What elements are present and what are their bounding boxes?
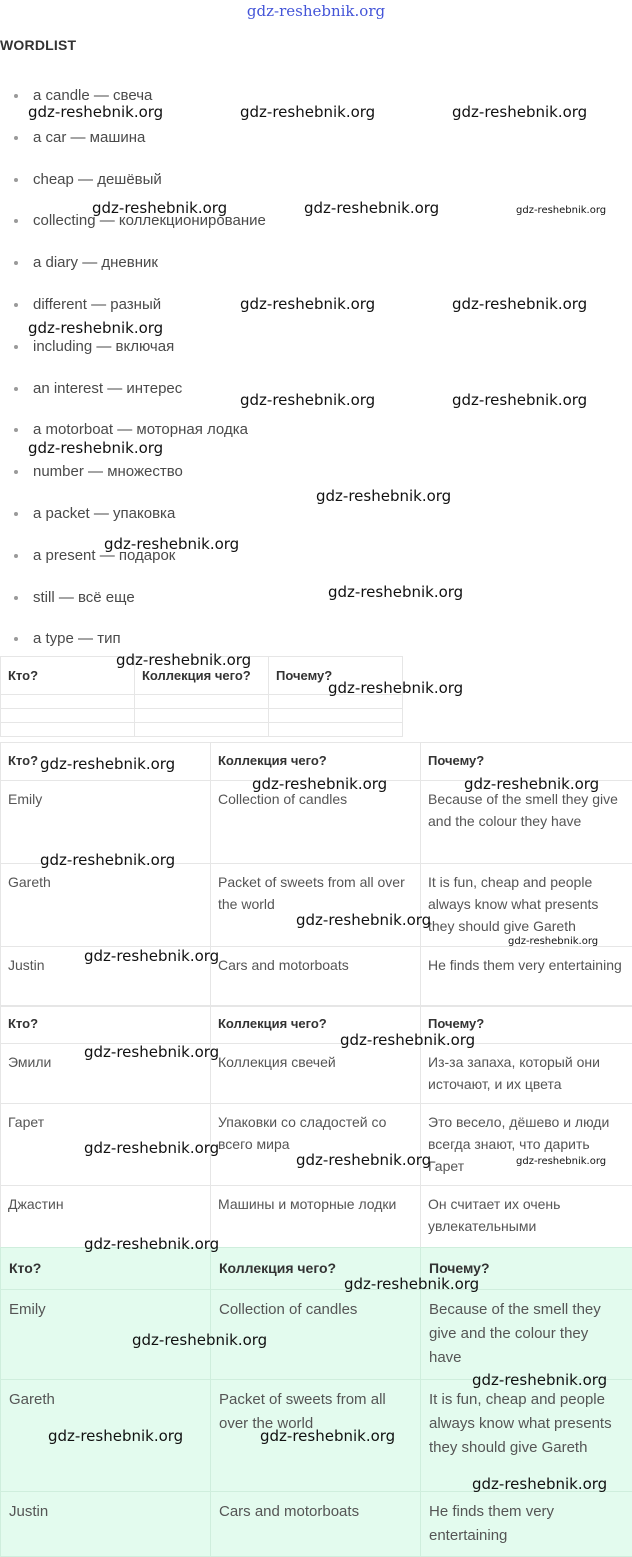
header-what: Коллекция чего? bbox=[211, 1006, 421, 1044]
watermark: gdz-reshebnik.org bbox=[104, 535, 240, 553]
list-item: a candle — свеча bbox=[0, 85, 266, 127]
header-why: Почему? bbox=[421, 743, 632, 781]
cell-why: It is fun, cheap and people always know what presents they should give Gareth bbox=[421, 864, 632, 947]
site-watermark-top: gdz-reshebnik.org bbox=[246, 2, 386, 20]
watermark: gdz-reshebnik.org bbox=[132, 1331, 268, 1349]
cell-who: Emily bbox=[1, 1290, 211, 1380]
watermark: gdz-reshebnik.org bbox=[84, 1235, 220, 1253]
cell-what: Cars and motorboats bbox=[211, 947, 421, 1007]
watermark: gdz-reshebnik.org bbox=[296, 1151, 432, 1169]
cell-what: Collection of candles bbox=[211, 1290, 421, 1380]
watermark: gdz-reshebnik.org bbox=[296, 911, 432, 929]
empty-cell bbox=[135, 695, 269, 709]
cell-who: Justin bbox=[1, 947, 211, 1007]
bullet-icon bbox=[14, 219, 18, 223]
cell-why: Because of the smell they give and the colour they have bbox=[421, 1290, 632, 1380]
watermark: gdz-reshebnik.org bbox=[84, 1043, 220, 1061]
watermark: gdz-reshebnik.org bbox=[28, 319, 164, 337]
list-item: a present — подарок bbox=[0, 545, 266, 587]
empty-cell bbox=[135, 723, 269, 737]
watermark: gdz-reshebnik.org bbox=[516, 1156, 607, 1167]
watermark: gdz-reshebnik.org bbox=[240, 295, 376, 313]
list-item: still — всё еще bbox=[0, 587, 266, 629]
header-who: Кто? bbox=[1, 657, 135, 695]
bullet-icon bbox=[14, 136, 18, 140]
watermark: gdz-reshebnik.org bbox=[464, 775, 600, 793]
answer-table-russian bbox=[0, 1005, 632, 1248]
bullet-icon bbox=[14, 387, 18, 391]
table-row bbox=[1, 709, 403, 723]
cell-who: Gareth bbox=[1, 864, 211, 947]
watermark: gdz-reshebnik.org bbox=[344, 1275, 480, 1293]
bullet-icon bbox=[14, 178, 18, 182]
watermark: gdz-reshebnik.org bbox=[452, 295, 588, 313]
watermark: gdz-reshebnik.org bbox=[328, 583, 464, 601]
cell-why: It is fun, cheap and people always know what presents they should give Gareth bbox=[421, 1380, 632, 1492]
header-what: Коллекция чего? bbox=[211, 1248, 421, 1290]
watermark: gdz-reshebnik.org bbox=[84, 1139, 220, 1157]
answer-table-highlighted bbox=[0, 1247, 632, 1557]
list-item: different — разный bbox=[0, 294, 266, 336]
cell-who: Justin bbox=[1, 1492, 211, 1557]
list-item: collecting — коллекционирование bbox=[0, 210, 266, 252]
watermark: gdz-reshebnik.org bbox=[516, 205, 607, 216]
cell-why: Это весело, дёшево и люди всегда знают, что дарить Гарет bbox=[421, 1104, 632, 1186]
empty-cell bbox=[135, 709, 269, 723]
empty-cell bbox=[1, 709, 135, 723]
list-item: a diary — дневник bbox=[0, 252, 266, 294]
watermark: gdz-reshebnik.org bbox=[340, 1031, 476, 1049]
cell-who: Эмили bbox=[1, 1044, 211, 1104]
watermark: gdz-reshebnik.org bbox=[252, 775, 388, 793]
cell-who: Гарет bbox=[1, 1104, 211, 1186]
watermark: gdz-reshebnik.org bbox=[328, 679, 464, 697]
cell-who: Gareth bbox=[1, 1380, 211, 1492]
cell-what: Collection of candles bbox=[211, 781, 421, 864]
table-row bbox=[1, 1492, 632, 1557]
bullet-icon bbox=[14, 637, 18, 641]
bullet-icon bbox=[14, 261, 18, 265]
table-row bbox=[1, 1290, 632, 1380]
watermark: gdz-reshebnik.org bbox=[240, 391, 376, 409]
header-who: Кто? bbox=[1, 743, 211, 781]
cell-why: Because of the smell they give and the colour they have bbox=[421, 781, 632, 864]
bullet-icon bbox=[14, 428, 18, 432]
cell-who: Джастин bbox=[1, 1186, 211, 1248]
table-row bbox=[1, 864, 632, 947]
header-what: Коллекция чего? bbox=[211, 743, 421, 781]
bullet-icon bbox=[14, 554, 18, 558]
watermark: gdz-reshebnik.org bbox=[316, 487, 452, 505]
bullet-icon bbox=[14, 94, 18, 98]
watermark: gdz-reshebnik.org bbox=[40, 851, 176, 869]
watermark: gdz-reshebnik.org bbox=[240, 103, 376, 121]
cell-what: Packet of sweets from all over the world bbox=[211, 864, 421, 947]
bullet-icon bbox=[14, 512, 18, 516]
cell-why: He finds them very entertaining bbox=[421, 1492, 632, 1557]
list-item: cheap — дешёвый bbox=[0, 169, 266, 211]
list-item: a packet — упаковка bbox=[0, 503, 266, 545]
watermark: gdz-reshebnik.org bbox=[84, 947, 220, 965]
table-header-row bbox=[1, 1248, 632, 1290]
bullet-icon bbox=[14, 345, 18, 349]
list-item: a motorboat — моторная лодка bbox=[0, 419, 266, 461]
header-why: Почему? bbox=[421, 1006, 632, 1044]
watermark: gdz-reshebnik.org bbox=[48, 1427, 184, 1445]
empty-cell bbox=[1, 723, 135, 737]
cell-what: Упаковки со сладостей со всего мира bbox=[211, 1104, 421, 1186]
word-list bbox=[0, 85, 266, 670]
cell-what: Машины и моторные лодки bbox=[211, 1186, 421, 1248]
bullet-icon bbox=[14, 596, 18, 600]
table-row bbox=[1, 723, 403, 737]
cell-what: Cars and motorboats bbox=[211, 1492, 421, 1557]
header-who: Кто? bbox=[1, 1248, 211, 1290]
cell-what: Packet of sweets from all over the world bbox=[211, 1380, 421, 1492]
list-item: number — множество bbox=[0, 461, 266, 503]
cell-why: He finds them very entertaining bbox=[421, 947, 632, 1007]
empty-cell bbox=[269, 709, 403, 723]
watermark: gdz-reshebnik.org bbox=[92, 199, 228, 217]
table-header-row bbox=[1, 1006, 632, 1044]
header-what: Коллекция чего? bbox=[135, 657, 269, 695]
empty-cell bbox=[269, 723, 403, 737]
watermark: gdz-reshebnik.org bbox=[472, 1371, 608, 1389]
watermark: gdz-reshebnik.org bbox=[508, 936, 599, 947]
watermark: gdz-reshebnik.org bbox=[28, 103, 164, 121]
watermark: gdz-reshebnik.org bbox=[260, 1427, 396, 1445]
list-item: including — включая bbox=[0, 336, 266, 378]
bullet-icon bbox=[14, 303, 18, 307]
header-why: Почему? bbox=[421, 1248, 632, 1290]
bullet-icon bbox=[14, 470, 18, 474]
watermark: gdz-reshebnik.org bbox=[304, 199, 440, 217]
watermark: gdz-reshebnik.org bbox=[28, 439, 164, 457]
watermark: gdz-reshebnik.org bbox=[472, 1475, 608, 1493]
watermark: gdz-reshebnik.org bbox=[452, 391, 588, 409]
cell-why: Из-за запаха, который они источают, и их цвета bbox=[421, 1044, 632, 1104]
empty-cell bbox=[1, 695, 135, 709]
header-who: Кто? bbox=[1, 1006, 211, 1044]
cell-why: Он считает их очень увлекательными bbox=[421, 1186, 632, 1248]
list-item: an interest — интерес bbox=[0, 378, 266, 420]
header-why: Почему? bbox=[269, 657, 403, 695]
wordlist-heading: WORDLIST bbox=[0, 37, 77, 53]
watermark: gdz-reshebnik.org bbox=[40, 755, 176, 773]
watermark: gdz-reshebnik.org bbox=[452, 103, 588, 121]
cell-what: Коллекция свечей bbox=[211, 1044, 421, 1104]
list-item: a car — машина bbox=[0, 127, 266, 169]
watermark: gdz-reshebnik.org bbox=[116, 651, 252, 669]
list-item: a type — тип bbox=[0, 628, 266, 670]
cell-who: Emily bbox=[1, 781, 211, 864]
